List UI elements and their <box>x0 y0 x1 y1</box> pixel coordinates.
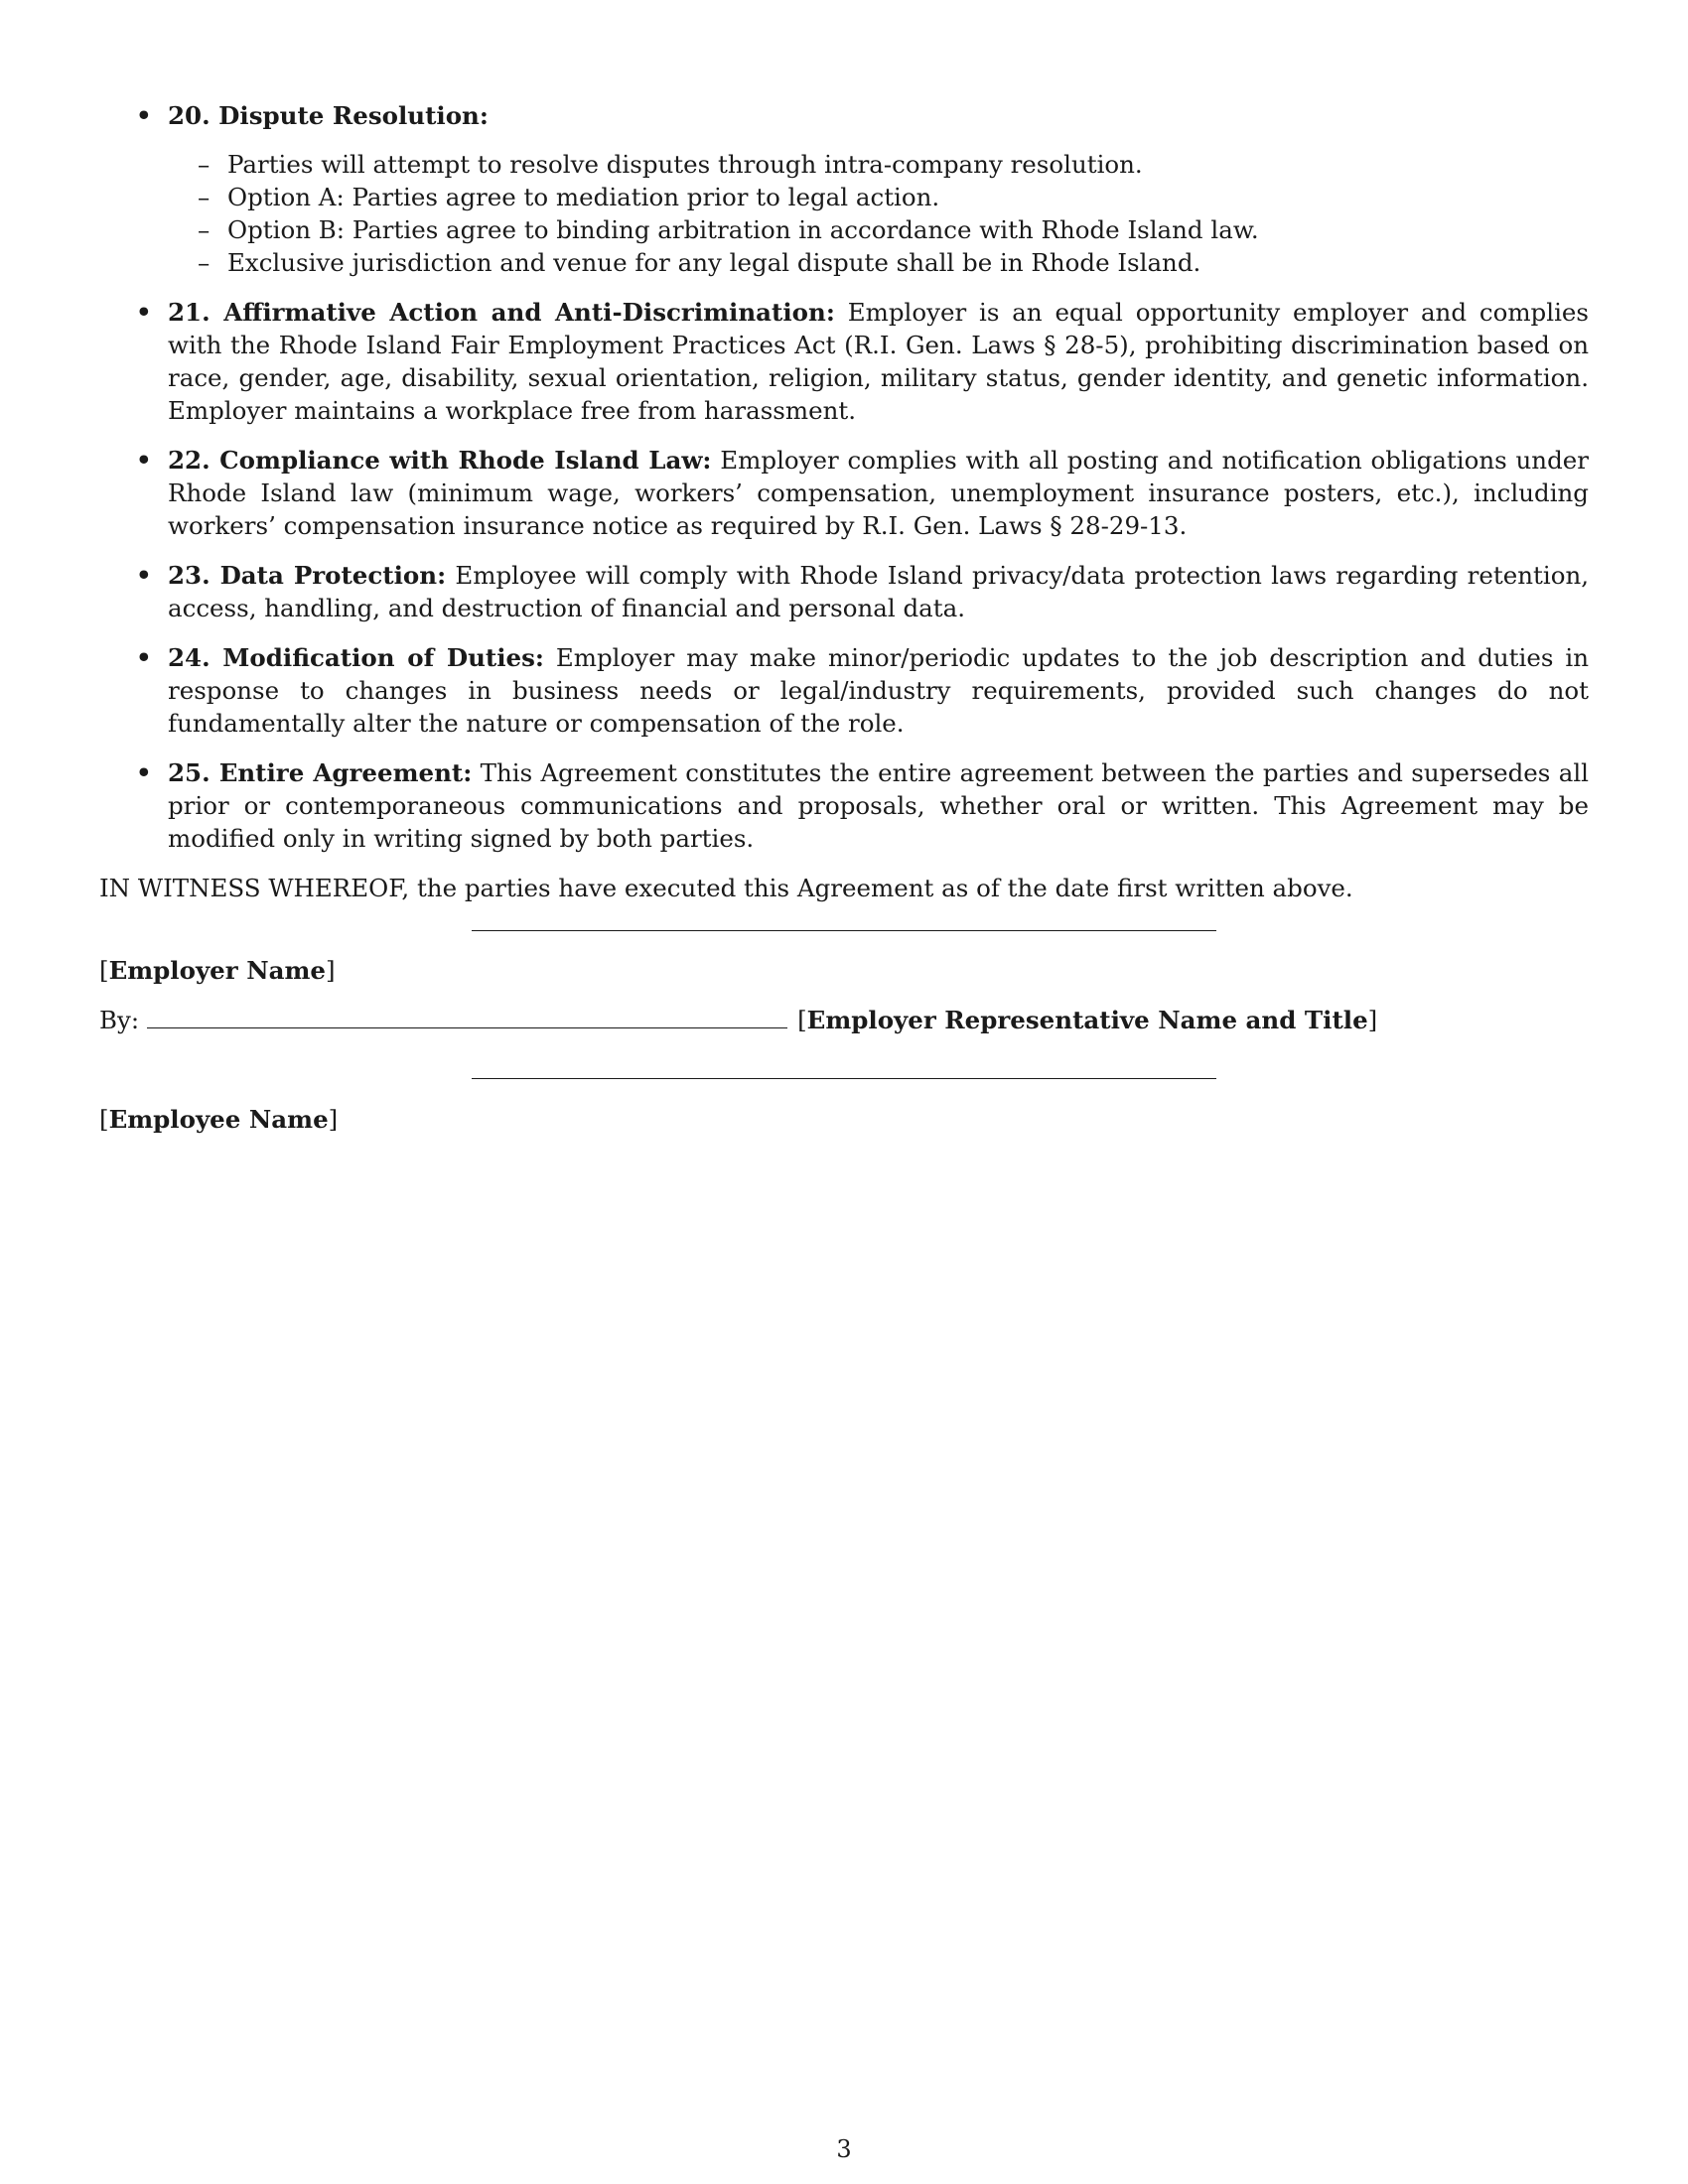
section-body: Employer is an equal opportunity employer and complies with the Rhode Island Fair Employment Practices Act (R.I. Gen. Laws § 28-5), prohibiting discrimination based on race, gender, age, disability, sexual orientation, religion, military status, gender identity, and genetic information. Employer maintains a workplace free from harassment. <box>168 298 1589 425</box>
document-body <box>99 99 1590 1134</box>
bullet: • <box>136 298 152 327</box>
employee-name-label: [Employee Name] <box>99 1105 339 1134</box>
subitem: – Exclusive jurisdiction and venue for any legal dispute shall be in Rhode Island. <box>198 248 1201 277</box>
bullet: • <box>136 101 152 130</box>
bullet: • <box>136 758 152 787</box>
bullet: • <box>136 561 152 590</box>
section-24 <box>99 641 1589 740</box>
subitem: – Option A: Parties agree to mediation prior to legal action. <box>198 183 940 211</box>
section-heading: 23. Data Protection: <box>168 561 447 590</box>
section-body: Employee will comply with Rhode Island privacy/data protection laws regarding retention, access, handling, and destruction of financial and personal data. <box>168 561 1590 622</box>
section-body: This Agreement constitutes the entire agreement between the parties and supersedes all prior or contemporaneous communications and proposals, whether oral or written. This Agreement may be modified only in writing signed by both parties. <box>168 758 1589 853</box>
dispute-subitems <box>168 148 1589 279</box>
section-heading: 25. Entire Agreement: <box>168 758 473 787</box>
section-22 <box>99 444 1589 542</box>
bullet: • <box>136 643 152 672</box>
page-number: 3 <box>836 2135 852 2163</box>
by-label: By: <box>99 1006 140 1034</box>
bullet: • <box>136 446 152 475</box>
employer-rep-label: Employer Representative Name and Title <box>806 1006 1368 1034</box>
section-body: Employer complies with all posting and notification obligations under Rhode Island law (minimum wage, workers’ compensation, unemployment insurance posters, etc.), including workers’ compensation insurance notice as required by R.I. Gen. Laws § 28-29-13. <box>168 446 1589 540</box>
by-signature-line[interactable] <box>147 1006 787 1028</box>
section-list <box>99 99 1589 855</box>
section-23 <box>99 559 1589 624</box>
section-heading: 22. Compliance with Rhode Island Law: <box>168 446 712 475</box>
section-heading: 21. Affirmative Action and Anti-Discrimination: <box>168 298 835 327</box>
section-21 <box>99 296 1589 427</box>
witness-clause: IN WITNESS WHEREOF, the parties have executed this Agreement as of the date first written above. <box>99 874 1353 902</box>
subitem: – Option B: Parties agree to binding arbitration in accordance with Rhode Island law. <box>198 215 1259 244</box>
section-heading: 24. Modification of Duties: <box>168 643 544 672</box>
employer-signature-line[interactable] <box>472 930 1216 931</box>
section-25 <box>99 756 1589 855</box>
employer-name-label: [Employer Name] <box>99 956 336 985</box>
by-row: By: [Employer Representative Name and Title] <box>99 1006 1378 1034</box>
section-heading: 20. Dispute Resolution: <box>168 101 489 130</box>
employee-signature-line[interactable] <box>472 1078 1216 1079</box>
section-20 <box>99 99 1589 279</box>
section-body: Employer may make minor/periodic updates to the job description and duties in response to changes in business needs or legal/industry requirements, provided such changes do not fundamentally alter the nature or compensation of the role. <box>168 643 1589 738</box>
subitem: – Parties will attempt to resolve disputes through intra-company resolution. <box>198 150 1143 179</box>
